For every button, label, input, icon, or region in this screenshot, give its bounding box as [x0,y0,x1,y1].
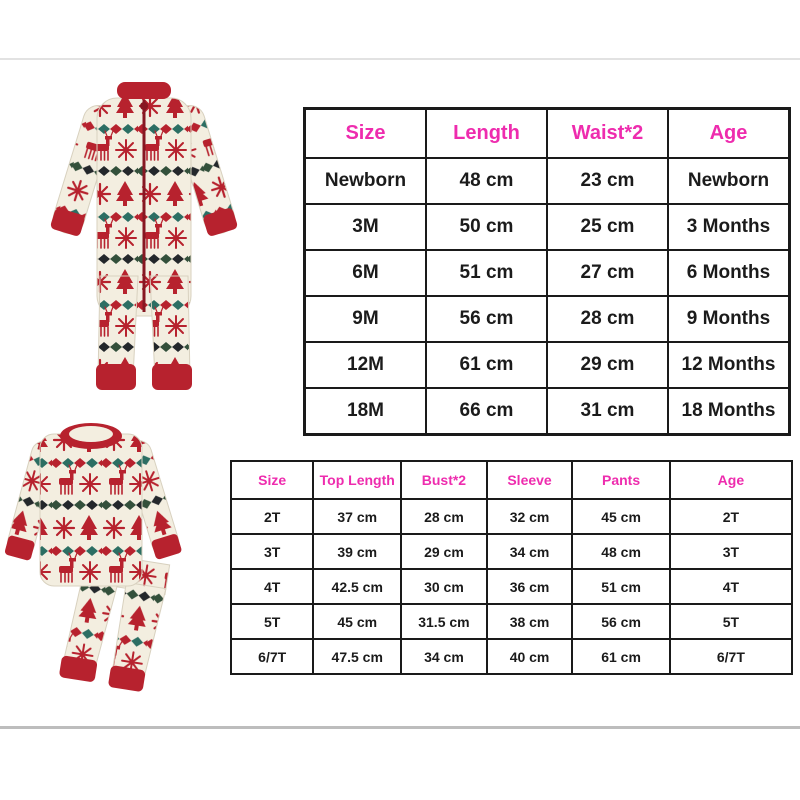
size-cell: 12 Months [668,342,790,388]
size-cell: 47.5 cm [313,639,401,674]
size-row [231,604,792,639]
baby-christmas-romper-photo [38,76,250,404]
size-row [231,534,792,569]
column-header: Size [305,109,426,159]
size-cell: 6M [305,250,426,296]
size-cell: 45 cm [313,604,401,639]
size-cell: 56 cm [426,296,547,342]
size-cell: 42.5 cm [313,569,401,604]
header-row [305,109,790,159]
header-row [231,461,792,499]
size-cell: 3T [231,534,313,569]
size-cell: 38 cm [487,604,573,639]
frame-line-bottom [0,726,800,729]
pajama-top [4,423,182,586]
column-header: Age [668,109,790,159]
size-cell: 61 cm [426,342,547,388]
column-header: Size [231,461,313,499]
size-cell: 6/7T [670,639,792,674]
size-cell: 31 cm [547,388,668,435]
size-cell: 9M [305,296,426,342]
size-row [305,250,790,296]
size-cell: 31.5 cm [401,604,487,639]
size-cell: 48 cm [426,158,547,204]
size-cell: 39 cm [313,534,401,569]
size-cell: 28 cm [547,296,668,342]
size-cell: 3M [305,204,426,250]
size-cell: 34 cm [401,639,487,674]
size-cell: 28 cm [401,499,487,534]
size-cell: 51 cm [426,250,547,296]
size-cell: 34 cm [487,534,573,569]
frame-line-top [0,58,800,60]
size-cell: 36 cm [487,569,573,604]
size-cell: 45 cm [572,499,669,534]
size-cell: 5T [670,604,792,639]
size-cell: 12M [305,342,426,388]
size-cell: 48 cm [572,534,669,569]
romper-illustration [38,76,250,404]
column-header: Length [426,109,547,159]
size-row [231,639,792,674]
size-cell: 5T [231,604,313,639]
size-row [231,499,792,534]
size-cell: 30 cm [401,569,487,604]
kids-christmas-pajama-set-photo [2,410,194,712]
size-cell: 29 cm [547,342,668,388]
size-cell: 6/7T [231,639,313,674]
size-cell: 66 cm [426,388,547,435]
size-cell: 61 cm [572,639,669,674]
size-cell: 23 cm [547,158,668,204]
size-cell: 50 cm [426,204,547,250]
size-cell: Newborn [668,158,790,204]
size-cell: Newborn [305,158,426,204]
size-cell: 18M [305,388,426,435]
column-header: Age [670,461,792,499]
size-cell: 3T [670,534,792,569]
size-cell: 2T [231,499,313,534]
size-cell: 56 cm [572,604,669,639]
column-header: Sleeve [487,461,573,499]
column-header: Waist*2 [547,109,668,159]
size-cell: 27 cm [547,250,668,296]
column-header: Pants [572,461,669,499]
column-header: Top Length [313,461,401,499]
infant-size-chart [303,107,791,436]
column-header: Bust*2 [401,461,487,499]
size-row [305,204,790,250]
size-cell: 40 cm [487,639,573,674]
size-cell: 6 Months [668,250,790,296]
size-row [305,342,790,388]
size-cell: 37 cm [313,499,401,534]
size-cell: 4T [670,569,792,604]
size-cell: 25 cm [547,204,668,250]
size-row [305,158,790,204]
size-row [305,296,790,342]
size-cell: 9 Months [668,296,790,342]
size-cell: 4T [231,569,313,604]
size-cell: 51 cm [572,569,669,604]
size-cell: 3 Months [668,204,790,250]
toddler-size-chart [230,460,793,675]
size-cell: 2T [670,499,792,534]
pajama-set-illustration [2,410,194,712]
size-cell: 32 cm [487,499,573,534]
size-cell: 18 Months [668,388,790,435]
size-row [305,388,790,435]
size-cell: 29 cm [401,534,487,569]
size-row [231,569,792,604]
